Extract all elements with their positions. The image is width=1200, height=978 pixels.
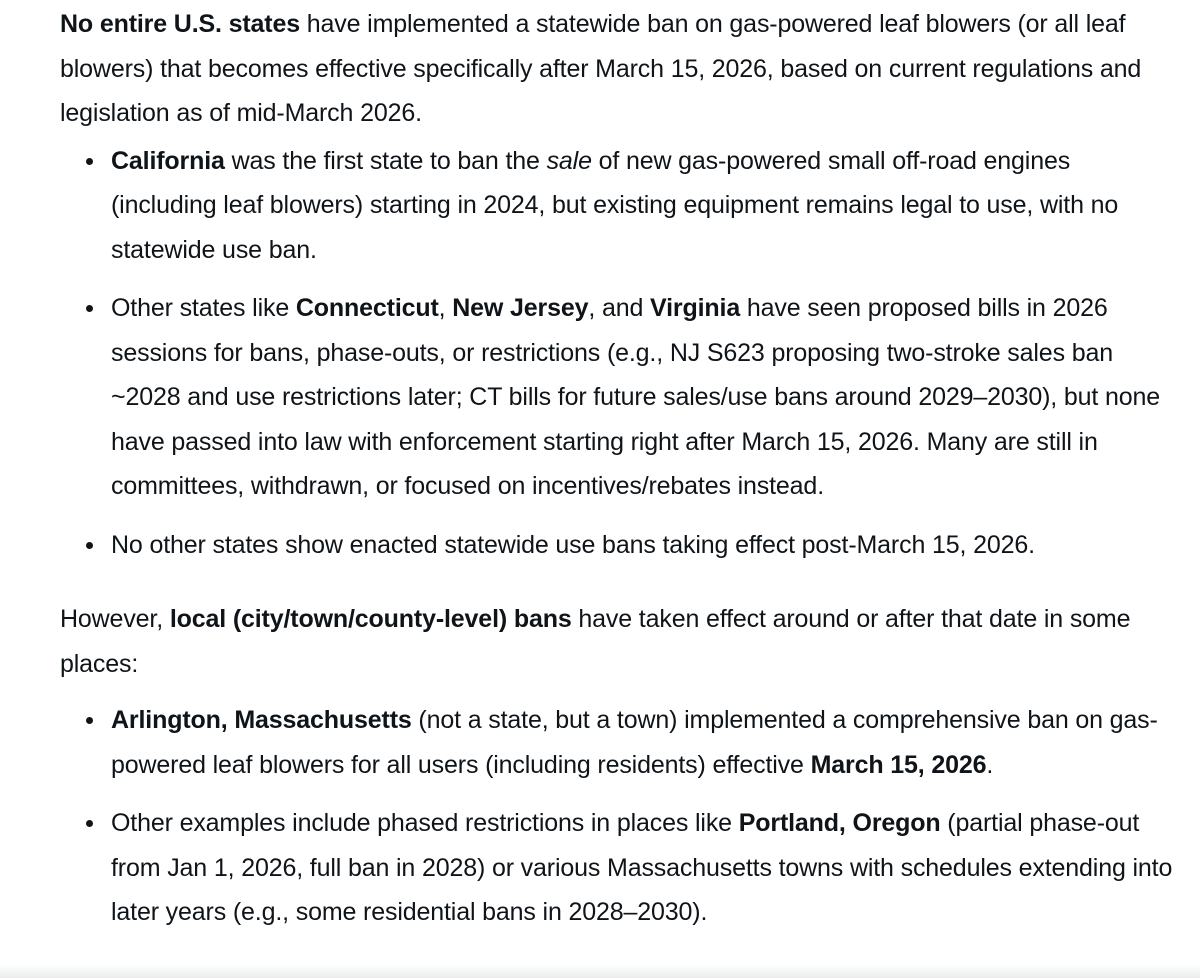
list-item-other-examples — [60, 801, 1175, 935]
bold-phrase: California — [111, 146, 225, 175]
intro-paragraph — [60, 2, 1175, 136]
text-span: have implemented a statewide ban on gas-powered leaf blowers (or all leaf blowers) that becomes effective specifically after March 15, 2026, based on current regulations and legislation as of mid-March 2026. — [60, 10, 1142, 127]
list-item-other-states — [60, 286, 1175, 509]
text-span: Other states like — [111, 294, 296, 322]
italic-phrase: sale — [546, 146, 592, 175]
bold-phrase: No entire U.S. states — [60, 10, 300, 38]
text-span: . — [986, 750, 994, 779]
scroll-fade-edge — [0, 964, 1200, 978]
local-bullet-list — [60, 698, 1175, 935]
bold-phrase: New Jersey — [452, 294, 589, 322]
text-span: of new gas-powered small off-road engines (including leaf blowers) starting in 2024, but existing equipment remains legal to use, with no statewide use ban. — [111, 146, 1119, 264]
bold-phrase: Connecticut — [295, 294, 439, 322]
state-bullet-list — [60, 139, 1175, 568]
bold-phrase: March 15, 2026 — [810, 750, 987, 779]
text-span: , — [438, 294, 453, 322]
text-span: No other states show enacted statewide use bans taking effect post-March 15, 2026. — [111, 530, 1035, 559]
list-item-no-other-states — [60, 523, 1175, 568]
bold-phrase: Portland, Oregon — [738, 809, 941, 837]
list-item-california — [60, 139, 1175, 273]
text-span: have taken effect around or after that date in some places: — [60, 605, 1131, 678]
local-bans-paragraph — [60, 597, 1175, 686]
text-span: have seen proposed bills in 2026 sessions for bans, phase-outs, or restrictions (e.g., NJ S623 proposing two-stroke sales ban ~2028 and use restrictions later; CT bills for future sales/use bans around 2029–2030), but none have passed into law with enforcement starting right after March 15, 2026. Many are still in committees, withdrawn, or focused on incentives/rebates instead. — [111, 294, 1161, 500]
text-span: (partial phase-out from Jan 1, 2026, full ban in 2028) or various Massachusetts towns with schedules extending into later years (e.g., some residential bans in 2028–2030). — [111, 809, 1173, 926]
bold-phrase: Arlington, Massachusetts — [111, 706, 412, 734]
list-item-arlington — [60, 698, 1175, 787]
text-span: However, — [60, 605, 170, 633]
text-span: Other examples include phased restrictions in places like — [111, 809, 739, 837]
bold-phrase: local (city/town/county-level) bans — [169, 605, 572, 633]
text-span: was the first state to ban the — [224, 146, 547, 175]
text-span: , and — [588, 294, 651, 322]
bold-phrase: Virginia — [650, 294, 741, 322]
text-span: (not a state, but a town) implemented a comprehensive ban on gas-powered leaf blowers for all users (including residents) effective — [111, 706, 1158, 779]
response-content — [60, 2, 1175, 935]
